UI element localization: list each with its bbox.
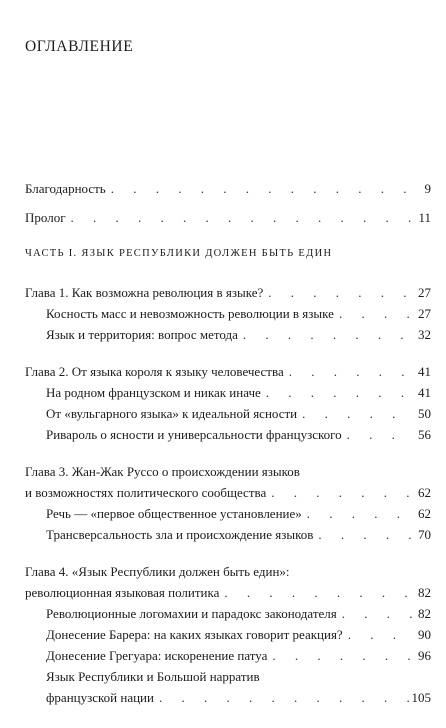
dot-leader [271,484,415,502]
toc-entry-page: 41 [418,364,431,379]
toc-section-2-2[interactable] [46,405,431,423]
toc-chapter-1[interactable] [25,284,431,302]
dot-leader [347,426,415,444]
toc-chapter-3[interactable] [25,484,431,502]
dot-leader [159,689,409,707]
toc-entry-page: 27 [418,306,431,321]
page-title: ОГЛАВЛЕНИЕ [25,38,134,55]
dot-leader [302,405,415,423]
toc-entry-page: 56 [418,427,431,442]
toc-entry-title: французской нации [46,690,154,705]
toc-entry-title: Глава 4. «Язык Республики должен быть един»: [25,564,290,579]
toc-entry-page: 32 [418,327,431,342]
toc-entry-page: 41 [418,385,431,400]
toc-entry-page: 62 [418,506,431,521]
toc-entry-title: Революционные логомахии и парадокс законодателя [46,606,337,621]
toc-entry-page: 27 [418,285,431,300]
toc-entry-title: На родном французском и никак иначе [46,385,261,400]
toc-entry-page: 50 [418,406,431,421]
toc-entry-page: 62 [418,485,431,500]
dot-leader [342,605,415,623]
toc-entry-page: 70 [418,527,431,542]
toc-section-1-1[interactable] [46,305,431,323]
dot-leader [307,505,415,523]
dot-leader [272,647,415,665]
toc-entry-title: От «вульгарного языка» к идеальной ясности [46,406,298,421]
toc-chapter-3-line-1[interactable] [25,463,431,481]
toc-entry-acknowledgments[interactable] [25,180,431,198]
toc-entry-title: Косность масс и невозможность революции в языке [46,306,334,321]
toc-entry-title: Глава 3. Жан-Жак Руссо о происхождении языков [25,464,300,479]
toc-entry-title: Донесение Грегуара: искоренение патуа [46,648,268,663]
toc-entry-title: Донесение Барера: на каких языках говорит реакция? [46,627,343,642]
dot-leader [266,384,415,402]
toc-chapter-4[interactable] [25,584,431,602]
toc-section-4-3[interactable] [46,647,431,665]
toc-section-3-2[interactable] [46,526,431,544]
toc-entry-title: Язык и территория: вопрос метода [46,327,238,342]
toc-entry-title: Ривароль о ясности и универсальности французского [46,427,342,442]
toc-entry-title: Речь — «первое общественное установление» [46,506,302,521]
toc-entry-page: 82 [418,585,431,600]
dot-leader [339,305,415,323]
toc-entry-title: Пролог [25,210,66,225]
toc-entry-title: Трансверсальность зла и происхождение языков [46,527,314,542]
toc-entry-title: и возможностях политического сообщества [25,485,267,500]
toc-entry-page: 96 [418,648,431,663]
toc-entry-page: 82 [418,606,431,621]
dot-leader [289,363,415,381]
toc-chapter-2[interactable] [25,363,431,381]
toc-section-4-4[interactable] [46,689,431,707]
toc-entry-page: 105 [411,690,431,705]
toc-section-4-2[interactable] [46,626,431,644]
toc-entry-title: Глава 2. От языка короля к языку человечества [25,364,284,379]
toc-entry-prologue[interactable] [25,209,431,227]
toc-section-3-1[interactable] [46,505,431,523]
toc-chapter-4-line-1[interactable] [25,563,431,581]
toc-entry-page: 9 [424,181,431,196]
toc-entry-title: революционная языковая политика [25,585,220,600]
toc-section-4-4-line-1[interactable] [46,668,431,686]
toc-entry-title: Язык Республики и Большой нарратив [46,669,260,684]
part-heading: ЧАСТЬ I. ЯЗЫК РЕСПУБЛИКИ ДОЛЖЕН БЫТЬ ЕДИН [25,248,333,259]
toc-section-4-1[interactable] [46,605,431,623]
dot-leader [348,626,415,644]
dot-leader [111,180,422,198]
dot-leader [318,526,415,544]
toc-section-2-1[interactable] [46,384,431,402]
toc-section-1-2[interactable] [46,326,431,344]
dot-leader [243,326,415,344]
dot-leader [224,584,415,602]
toc-entry-page: 90 [418,627,431,642]
toc-entry-title: Глава 1. Как возможна революция в языке? [25,285,264,300]
dot-leader [268,284,415,302]
dot-leader [71,209,416,227]
toc-entry-title: Благодарность [25,181,106,196]
toc-entry-page: 11 [418,210,431,225]
toc-section-2-3[interactable] [46,426,431,444]
